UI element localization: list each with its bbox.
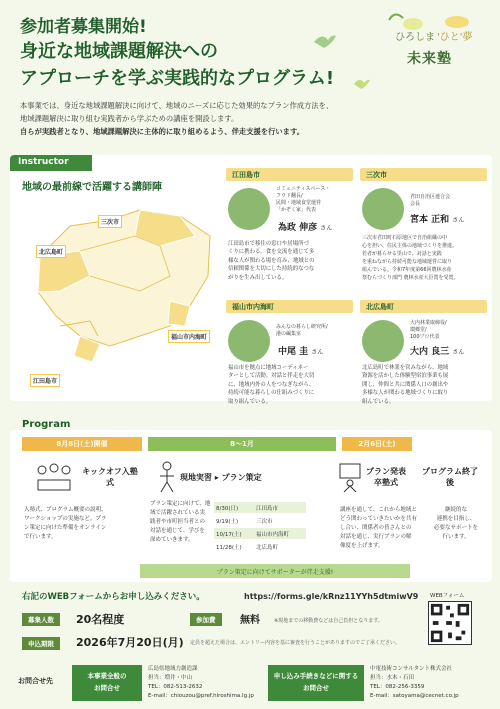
honorific: さん <box>452 217 465 224</box>
role-line: 民間・地域食堂運営 <box>276 200 322 206</box>
desc-line: 連携を目指し、 <box>436 516 476 522</box>
contact-application-info <box>370 665 459 701</box>
person-description <box>228 364 358 406</box>
map-label-kitahiroshima: 北広島町 <box>36 245 66 258</box>
support-arrow: プラン策定に向けてサポーターが伴走支援! <box>140 564 410 578</box>
desc-line: 資源を活かした体験型宿泊事業も展 <box>362 373 449 380</box>
date-bar-presentation: 2月6日(土) <box>342 437 412 451</box>
name-text: 宮本 正和 <box>410 215 450 225</box>
step-presentation: プラン発表卒塾式 <box>366 467 406 487</box>
contact-org: 中電技術コンサルタント株式会社 <box>370 666 453 672</box>
qr-label: WEBフォーム <box>430 593 465 599</box>
avatar <box>362 320 404 362</box>
step-kickoff: キックオフ入塾式 <box>82 467 138 487</box>
card-area-miyoshi: 三次市 <box>360 168 487 181</box>
capacity-value: 20名程度 <box>76 613 125 626</box>
desc-line: ン策定に向けた準備をオンライン <box>24 525 107 531</box>
logo-text-hiroshima: ひろしま <box>395 32 435 43</box>
desc-line: 江田島市で移住の窓口や居場所づ <box>228 241 309 247</box>
contact-email[interactable]: E-mail：satoyama@cecnet.co.jp <box>370 693 459 699</box>
fee-value: 無料 <box>240 615 260 626</box>
workshop-icon <box>34 460 74 494</box>
person-role <box>410 320 447 341</box>
desc-line: 必要なサポートを <box>433 525 478 531</box>
logo-text-miraijuku: 未来塾 <box>407 51 452 67</box>
schedule-row <box>214 541 306 552</box>
schedule-row <box>214 528 306 539</box>
person-name <box>410 212 464 225</box>
avatar <box>228 188 270 230</box>
desc-line: 対話を通じて、学びを <box>150 528 205 534</box>
desc-line: ワークショップの実施など。プラ <box>24 516 107 522</box>
honorific: さん <box>311 349 324 356</box>
person-description <box>228 240 358 282</box>
desc-line: 様な人が関わる場を育み、地域との <box>228 257 315 264</box>
role-line: 「かぞく家」代表 <box>276 207 317 213</box>
schedule-date: 8/30(日) <box>216 506 239 512</box>
headline-recruiting: 参加者募集開始! <box>20 17 147 37</box>
desc-line: 対話を通じ、実行プランの解 <box>340 534 412 540</box>
bird-icon <box>352 76 372 92</box>
person-description <box>362 364 492 406</box>
desc-line: どう関わっていきたいかを共有 <box>340 516 417 522</box>
contact-box-application: 申し込み手続きなどに関する お問合せ <box>268 665 364 701</box>
capacity-label: 募集人数 <box>22 613 60 626</box>
map-label-miyoshi: 三次市 <box>98 215 122 228</box>
contact-org: 広島県地域力創造課 <box>148 666 198 672</box>
map-label-etajima: 江田島市 <box>30 374 60 387</box>
name-text: 大内 良三 <box>410 347 450 357</box>
desc-line: 北広島町で林業を営みながら、地域 <box>362 365 449 371</box>
step-fieldwork: 現地実習 ▸ プラン策定 <box>180 473 262 482</box>
intro-line: 地域課題解決に取り組む実践者から学ぶための講座を開設します。 <box>20 114 239 123</box>
card-area-fukuyama: 福山市内海町 <box>226 300 353 313</box>
person-name <box>278 344 323 357</box>
contact-box-general: 本事業全般の お問合せ <box>72 665 142 701</box>
step-fieldwork-desc <box>150 500 212 545</box>
date-bar-kickoff: 8月8日(土)開催 <box>22 437 142 451</box>
person-name <box>410 344 464 357</box>
person-role <box>276 186 330 214</box>
contact-staff: 担当：増井・中山 <box>148 675 193 681</box>
desc-line: し合い、関係者の皆さんとの <box>340 525 412 531</box>
headline-program: アプローチを学ぶ実践的なプログラム! <box>20 68 335 89</box>
bird-icon <box>312 30 338 52</box>
fee-label: 参加費 <box>190 613 222 626</box>
role-line: フウド翻長/ <box>276 193 303 199</box>
qr-code[interactable] <box>428 601 472 645</box>
person-role <box>410 194 450 208</box>
instructor-tab: Instructor <box>10 155 92 171</box>
desc-line: で行います。 <box>24 534 57 540</box>
schedule-place: 北広島町 <box>256 545 279 551</box>
schedule-row <box>214 502 306 513</box>
person-role <box>276 324 328 338</box>
deadline-value: 2026年7月20日(月) <box>76 636 184 649</box>
contact-email[interactable]: E-mail：chiouzou@pref.hiroshima.lg.jp <box>148 693 254 699</box>
program-title: Program <box>22 419 71 430</box>
deadline-label: 申込期限 <box>22 637 60 650</box>
avatar <box>362 188 404 230</box>
desc-line: を重ねながら持続可能な地域運営に取り <box>362 259 453 265</box>
name-text: 中尾 圭 <box>278 347 309 357</box>
desc-line: 福山市を拠点に地域コーディネー <box>228 365 309 371</box>
schedule-date: 9/19(土) <box>216 519 239 525</box>
desc-line: 信頼関係を大切にした持続的なつな <box>228 266 315 273</box>
desc-line: プラン策定に向けて、地 <box>150 501 211 507</box>
role-line: コミュニティスペース・ <box>276 186 331 192</box>
desc-line: 組んでいる。 <box>362 398 395 405</box>
headline-subtitle: 身近な地域課題解決への <box>20 41 218 62</box>
deadline-note: 定員を超えた場合は、エントリー内容を基に審査を行うことがありますのでご了承ください。 <box>190 640 401 646</box>
schedule-place: 江田島市 <box>256 506 279 512</box>
desc-line: 祭むらづくり部門 農林水産大臣賞を受賞。 <box>362 275 459 281</box>
contact-label: お問合せ先 <box>18 677 53 685</box>
contact-tel: TEL：082-513-2632 <box>148 684 203 690</box>
presentation-icon <box>336 462 364 492</box>
role-line: 環郷堂/ <box>410 327 427 333</box>
desc-line: 継続的な <box>444 507 467 513</box>
desc-line: 持続可能な暮らしの仕組みづくりに <box>228 390 315 397</box>
step-kickoff-desc <box>24 506 144 542</box>
date-bar-fieldwork: 8〜1月 <box>148 437 336 451</box>
avatar <box>228 320 270 362</box>
step-after: プログラム終了後 <box>422 467 478 487</box>
contact-tel: TEL：082-256-3359 <box>370 684 425 690</box>
logo-text-hito-yume: 'ひと'夢 <box>437 32 473 43</box>
card-area-etajima: 江田島市 <box>226 168 353 181</box>
schedule-row <box>214 515 306 526</box>
honorific: さん <box>452 349 465 356</box>
person-walking-icon <box>156 460 178 494</box>
honorific: さん <box>320 225 333 232</box>
person-name <box>278 220 332 233</box>
desc-line: 心を担い、住民主体の地域づくりを推進。 <box>362 243 458 249</box>
role-line: 君田自治区連合会 <box>410 194 451 200</box>
step-after-desc <box>424 506 488 542</box>
card-area-kitahiroshima: 北広島町 <box>360 300 487 313</box>
schedule-date: 10/17(土) <box>216 532 242 538</box>
desc-line: くりに携わる。食を交流を通じて多 <box>228 249 315 256</box>
contact-general-info <box>148 665 254 701</box>
role-line: 港の編集室 <box>276 331 302 337</box>
role-line: 100プロ代表 <box>410 334 440 340</box>
desc-line: に、地域内外の人をつなぎながら、 <box>228 381 315 388</box>
fee-note: ※現地までの移動費などは自己負担となります。 <box>274 618 383 624</box>
desc-line: 組んでいる。令和7年度第66回農林水産 <box>362 267 452 273</box>
project-logo <box>383 10 487 82</box>
desc-line: 三次市君田町石原地区で自治組織の中 <box>362 235 448 241</box>
desc-line: 開し、仲間と共に関係人口の創出や <box>362 381 449 388</box>
instructor-subtitle: 地域の最前線で活躍する講師陣 <box>22 182 162 193</box>
desc-line: ターとして活動。対話と伴走を大切 <box>228 373 315 380</box>
schedule-place: 福山市内海町 <box>256 532 290 538</box>
contact-staff: 担当：水木・石田 <box>370 675 415 681</box>
intro-line: 本事業では、身近な地域課題解決に向けて、地域のニーズに応じた効果的なプラン作成方法を、 <box>20 101 334 110</box>
name-text: 為政 伸彦 <box>278 223 318 233</box>
desc-line: 入塾式、プログラム概要の説明、 <box>24 507 107 513</box>
map-label-fukuyama: 福山市内海町 <box>168 330 210 343</box>
role-line: みんなの暮らし研究所/ <box>276 324 328 330</box>
desc-line: 講座を通して、これから地域と <box>340 507 417 513</box>
desc-line: 行います。 <box>442 534 470 540</box>
step-presentation-desc <box>340 506 422 551</box>
intro-line: 自らが実践者となり、地域課題解決に主体的に取り組めるよう、伴走支援を行います。 <box>20 127 304 136</box>
desc-line: 像度を上げます。 <box>340 543 384 549</box>
desc-line: 深めていきます。 <box>150 537 194 543</box>
schedule-date: 11/28(土) <box>216 545 242 551</box>
role-line: 会長 <box>410 201 421 207</box>
apply-instruction: 右記のWEBフォームからお申し込みください。 <box>22 592 205 602</box>
schedule-place: 三次市 <box>256 519 273 525</box>
desc-line: 践者や市町担当者との <box>150 519 206 525</box>
desc-line: 取り組んでいる。 <box>228 398 272 405</box>
desc-line: 域で活躍されている実 <box>150 510 206 516</box>
intro-text <box>20 99 490 138</box>
desc-line: 多様な人が関わる地域づくりに取り <box>362 390 449 397</box>
web-form-link[interactable]: https://forms.gle/kRnz11YYh5dtmiwV9 <box>244 592 419 601</box>
role-line: 大内林業取締役/ <box>410 320 447 326</box>
desc-line: がりを生み出している。 <box>228 274 288 281</box>
person-description <box>362 234 492 282</box>
desc-line: 若者が暮らせる里山で、対話と実践 <box>362 251 442 257</box>
